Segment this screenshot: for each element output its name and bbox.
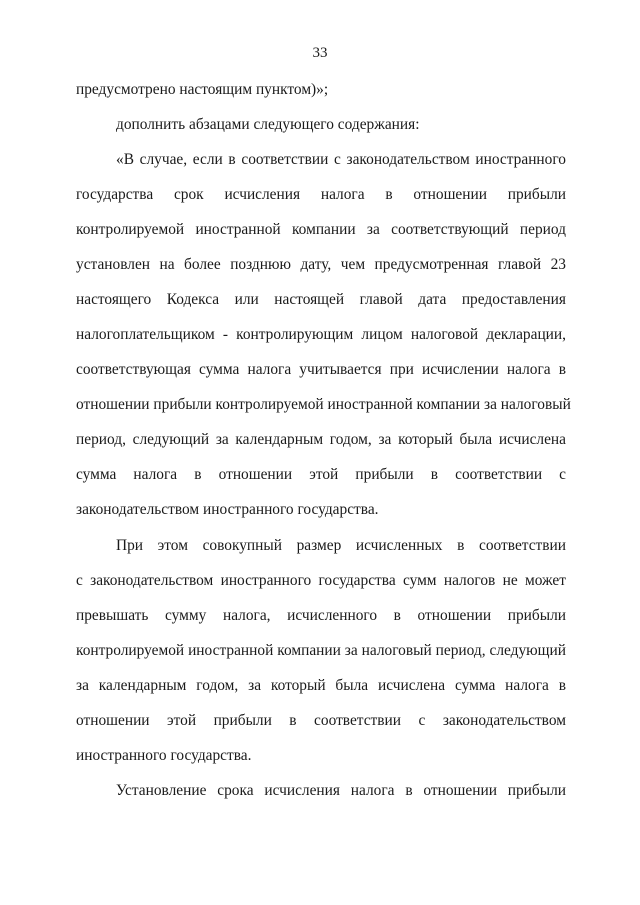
text-line: соответствующая сумма налога учитывается при исчислении налога в xyxy=(76,361,566,378)
text-line: за календарным годом, за который была исчислена сумма налога в xyxy=(76,677,566,694)
text-line: отношении прибыли контролируемой иностранной компании за налоговый xyxy=(76,396,571,413)
text-line: налогоплательщиком - контролирующим лицом налоговой декларации, xyxy=(76,326,566,343)
text-line: сумма налога в отношении этой прибыли в соответствии с xyxy=(76,466,566,483)
text-line: государства срок исчисления налога в отношении прибыли xyxy=(76,186,566,203)
text-line: с законодательством иностранного государства сумм налогов не может xyxy=(76,572,566,589)
text-line: предусмотрено настоящим пунктом)»; xyxy=(76,81,329,98)
text-line: контролируемой иностранной компании за соответствующий период xyxy=(76,221,566,238)
text-line: иностранного государства. xyxy=(76,747,252,764)
text-line: «В случае, если в соответствии с законодательством иностранного xyxy=(116,151,566,168)
text-line: контролируемой иностранной компании за налоговый период, следующий xyxy=(76,642,566,659)
text-line: настоящего Кодекса или настоящей главой дата предоставления xyxy=(76,291,566,308)
text-line: дополнить абзацами следующего содержания: xyxy=(116,116,420,133)
text-line: законодательством иностранного государства. xyxy=(76,501,379,518)
text-line: Установление срока исчисления налога в отношении прибыли xyxy=(116,782,566,799)
text-line: превышать сумму налога, исчисленного в отношении прибыли xyxy=(76,607,566,624)
text-line: период, следующий за календарным годом, за который была исчислена xyxy=(76,431,566,448)
page-number: 33 xyxy=(312,45,328,61)
text-line: установлен на более позднюю дату, чем предусмотренная главой 23 xyxy=(76,256,566,273)
text-line: При этом совокупный размер исчисленных в соответствии xyxy=(116,537,566,554)
text-line: отношении этой прибыли в соответствии с законодательством xyxy=(76,712,566,729)
